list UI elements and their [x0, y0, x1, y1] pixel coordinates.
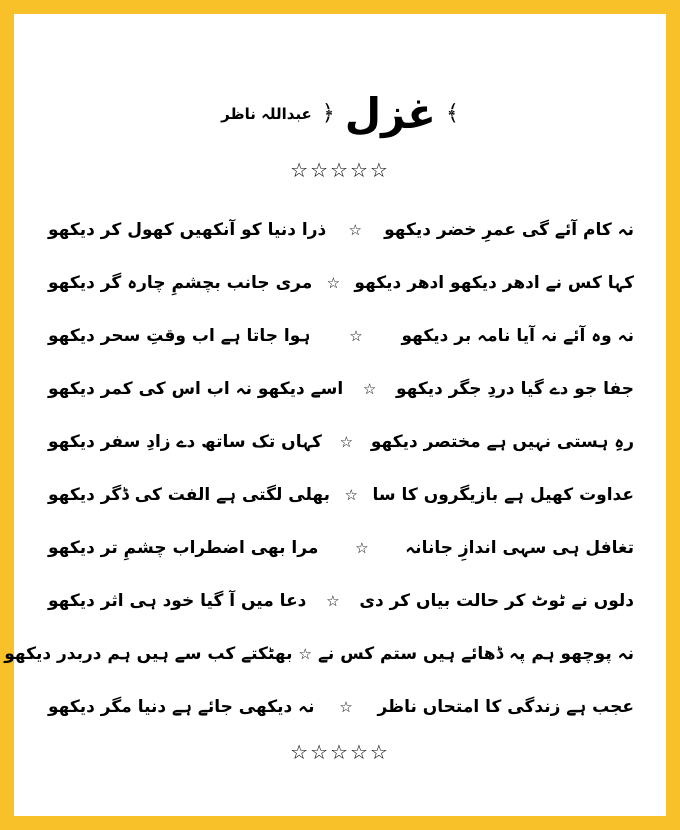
- author-name: عبداللہ ناظر: [221, 105, 312, 123]
- verse-first-line: تغافل ہی سہی اندازِ جانانہ: [405, 538, 634, 558]
- stars-divider-bottom: ☆☆☆☆☆: [290, 740, 390, 764]
- verse-second-line: نہ دیکھی جائے ہے دنیا مگر دیکھو: [48, 697, 315, 717]
- verse-second-line: مری جانب بچشمِ چارہ گر دیکھو: [48, 273, 313, 293]
- verse: [4, 628, 634, 681]
- verse-separator-star: ☆: [298, 645, 312, 663]
- verse: [48, 522, 634, 575]
- verse-separator-star: ☆: [326, 592, 340, 610]
- verse-separator-star: ☆: [339, 698, 353, 716]
- verse-second-line: اسے دیکھو نہ اب اس کی کمر دیکھو: [48, 379, 344, 399]
- verse-first-line: کہا کس نے ادھر دیکھو ادھر دیکھو: [354, 273, 634, 293]
- poem-title: غزل: [344, 89, 436, 138]
- verse: [48, 310, 634, 363]
- verse-second-line: ذرا دنیا کو آنکھیں کھول کر دیکھو: [48, 220, 327, 240]
- verse: [48, 416, 634, 469]
- verse: [48, 257, 634, 310]
- verse-separator-star: ☆: [344, 486, 358, 504]
- verse-separator-star: ☆: [339, 433, 354, 451]
- verse-first-line: عجب ہے زندگی کا امتحاں ناظر: [377, 697, 634, 717]
- verse-first-line: نہ وہ آئے نہ آیا نامہ بر دیکھو: [401, 326, 634, 346]
- title-row: [14, 84, 666, 144]
- verse-separator-star: ☆: [348, 221, 362, 239]
- verse-first-line: عداوت کھیل ہے بازیگروں کا سا: [372, 485, 634, 505]
- verse-list: [4, 204, 634, 734]
- verse-second-line: ہوا جاتا ہے اب وقتِ سحر دیکھو: [48, 326, 311, 346]
- verse: [48, 363, 634, 416]
- verse-second-line: دعا میں آ گیا خود ہی اثر دیکھو: [48, 591, 307, 611]
- poem-card: [4, 14, 666, 816]
- verse-first-line: نہ پوچھو ہم پہ ڈھائے ہیں ستم کس نے: [317, 644, 634, 664]
- verse-second-line: کہاں تک ساتھ دے زادِ سفر دیکھو: [48, 432, 322, 452]
- ornament-right: ﴾: [445, 101, 459, 126]
- ornament-left: ﴿: [321, 101, 335, 126]
- verse: [48, 204, 634, 257]
- verse: [48, 681, 634, 734]
- verse-separator-star: ☆: [326, 274, 341, 292]
- verse-first-line: دلوں نے ٹوٹ کر حالت بیاں کر دی: [359, 591, 634, 611]
- verse-separator-star: ☆: [349, 327, 363, 345]
- verse-first-line: نہ کام آئے گی عمرِ خضر دیکھو: [384, 220, 634, 240]
- verse-second-line: بھلی لگتی ہے الفت کی ڈگر دیکھو: [48, 485, 331, 505]
- verse-second-line: مرا بھی اضطراب چشمِ تر دیکھو: [48, 538, 319, 558]
- verse-separator-star: ☆: [355, 539, 369, 557]
- verse: [48, 469, 634, 522]
- verse: [48, 575, 634, 628]
- verse-first-line: جفا جو دے گیا دردِ جگر دیکھو: [395, 379, 634, 399]
- stars-divider-top: ☆☆☆☆☆: [290, 158, 390, 182]
- verse-first-line: رہِ ہستی نہیں ہے مختصر دیکھو: [370, 432, 634, 452]
- verse-second-line: بھٹکتے کب سے ہیں ہم دربدر دیکھو: [4, 644, 293, 664]
- verse-separator-star: ☆: [362, 380, 377, 398]
